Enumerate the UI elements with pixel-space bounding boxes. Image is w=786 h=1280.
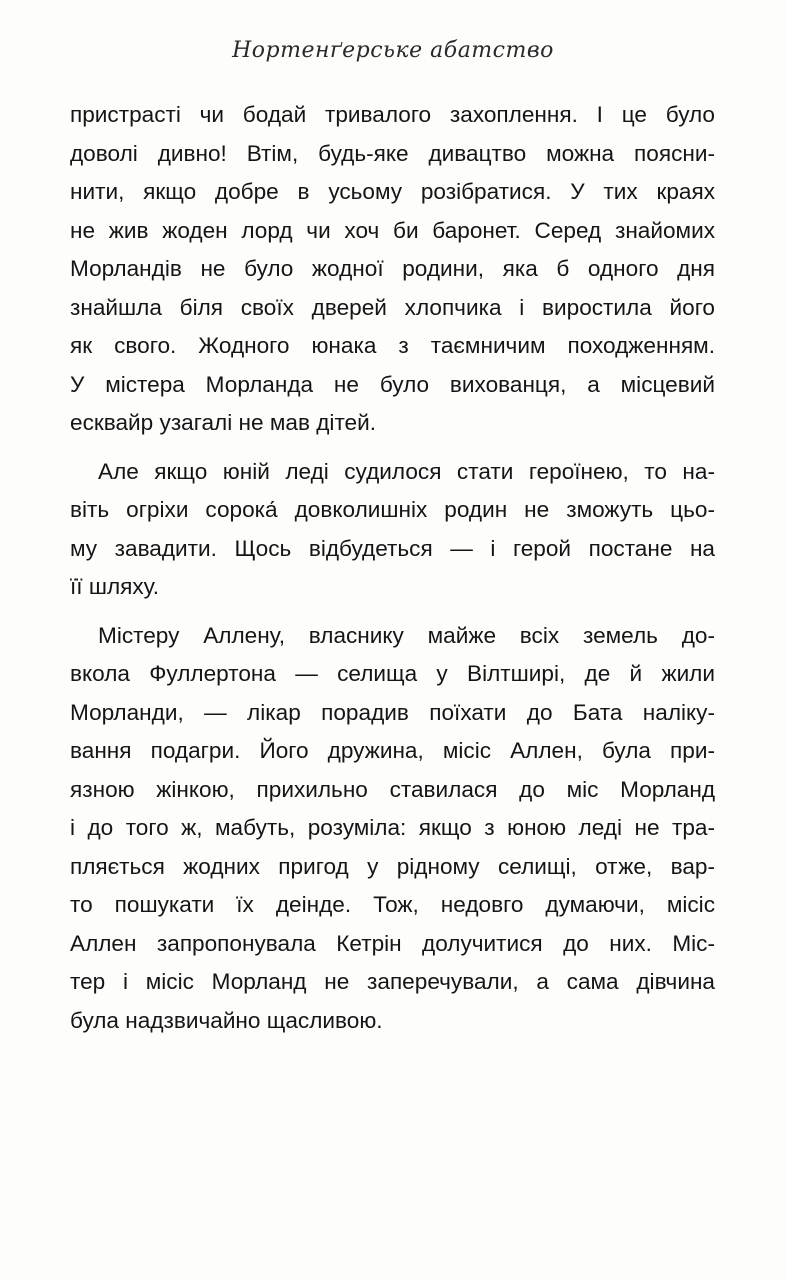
paragraph: [70, 453, 715, 607]
text-line: Морланди, — лікар порадив поїхати до Бата наліку-: [70, 699, 715, 725]
text-line: віть огріхи сорока́ довколишніх родин не зможуть цьо-: [70, 497, 715, 522]
paragraph: [70, 96, 715, 443]
paragraph: [70, 617, 715, 1041]
text-line: Містеру Аллену, власнику майже всіх земель до-: [98, 622, 715, 648]
text-line: вання подагри. Його дружина, місіс Аллен, була при-: [70, 738, 715, 763]
text-line: пристрасті чи бодай тривалого захоплення. І це було: [70, 102, 715, 127]
text-line: знайшла біля своїх дверей хлопчика і виростила його: [70, 294, 715, 320]
text-line: У містера Морланда не було вихованця, а місцевий: [70, 371, 715, 397]
text-line: доволі дивно! Втім, будь-яке дивацтво можна поясни-: [70, 140, 715, 166]
running-header-title: Нортенґерське абатство: [232, 38, 554, 63]
text-line: тер і місіс Морланд не заперечували, а сама дівчина: [70, 969, 715, 994]
text-line: вкола Фуллертона — селища у Вілтширі, де й жили: [70, 661, 715, 686]
text-line: була надзвичайно щасливою.: [70, 1007, 383, 1033]
text-line: Аллен запропонувала Кетрін долучитися до них. Міс-: [70, 930, 715, 956]
text-line: нити, якщо добре в усьому розібратися. У тих краях: [70, 179, 715, 204]
text-line: му завадити. Щось відбудеться — і герой постане на: [70, 535, 715, 561]
text-line: її шляху.: [70, 574, 159, 599]
text-line: Морландів не було жодної родини, яка б одного дня: [70, 256, 715, 281]
text-line: есквайр узагалі не мав дітей.: [70, 410, 376, 435]
text-line: як свого. Жодного юнака з таємничим походженням.: [70, 333, 715, 358]
text-line: то пошукати їх деінде. Тож, недовго думаючи, місіс: [70, 892, 715, 917]
text-line: язною жінкою, прихильно ставилася до міс Морланд: [70, 776, 715, 802]
body-text: [70, 96, 715, 1050]
text-line: Але якщо юній леді судилося стати героїнею, то на-: [98, 458, 715, 484]
text-line: пляється жодних пригод у рідному селищі, отже, вар-: [70, 853, 715, 879]
text-line: і до того ж, мабуть, розуміла: якщо з юною леді не тра-: [70, 815, 715, 840]
text-line: не жив жоден лорд чи хоч би баронет. Серед знайомих: [70, 217, 715, 243]
